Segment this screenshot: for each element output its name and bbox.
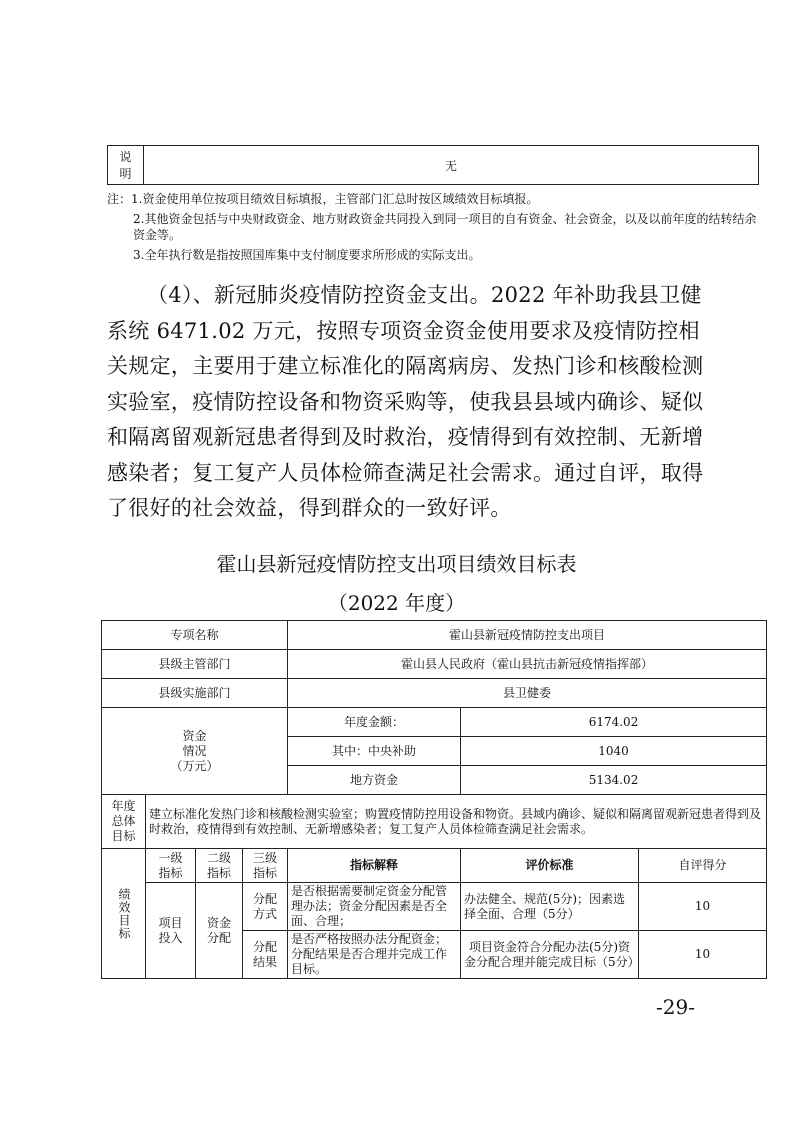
- header-level2-text: 二级 指标: [206, 850, 231, 880]
- funds-label: [102, 708, 288, 795]
- table-row: [102, 650, 767, 679]
- explanation-value: 无: [444, 158, 457, 173]
- table-notes: [107, 191, 767, 267]
- table-row: [102, 708, 767, 737]
- impl-dept-value: 县卫健委: [288, 679, 767, 708]
- note-1: 注：1.资金使用单位按项目绩效目标填报，主管部门汇总时按区域绩效目标填报。: [107, 192, 539, 206]
- level1-value: [146, 883, 196, 979]
- project-name-value: 霍山县新冠疫情防控支出项目: [288, 621, 767, 650]
- header-criteria: 评价标准: [461, 849, 639, 883]
- central-subsidy-value: 1040: [461, 737, 767, 766]
- level1-value-text: 项目 投入: [158, 915, 183, 945]
- indicator-explain: 是否根据需要制定资金分配管理办法；资金分配因素是否全面、合理；: [288, 883, 461, 931]
- header-level3-text: 三级 指标: [253, 850, 278, 880]
- header-level2: [196, 849, 243, 883]
- indicator-explain: 是否严格按照办法分配资金；分配结果是否合理并完成工作目标。: [288, 931, 461, 979]
- level2-value-text: 资金 分配: [206, 915, 231, 945]
- project-name-label: 专项名称: [102, 621, 288, 650]
- table-row: [102, 849, 767, 883]
- indicator-score: 10: [639, 931, 767, 979]
- note-2: 2.其他资金包括与中央财政资金、地方财政资金共同投入到同一项目的自有资金、社会资金，以及以前年度的结转结余资金等。: [133, 212, 757, 242]
- annual-amount-value: 6174.02: [461, 708, 767, 737]
- perf-goal-label-text: 绩效目标: [117, 887, 131, 940]
- central-subsidy-label: 其中：中央补助: [288, 737, 461, 766]
- perf-goal-label: [102, 849, 146, 979]
- indicator-criteria: 项目资金符合分配办法(5分)资金分配合理并能完成目标（5分）: [461, 931, 639, 979]
- note-3: 3.全年执行数是指按照国库集中支付制度要求所形成的实际支出。: [133, 248, 481, 262]
- annual-goal-label-text: 年度 总体 目标: [111, 799, 136, 843]
- performance-table: [101, 620, 767, 979]
- table-row: [102, 795, 767, 849]
- dept-value: 霍山县人民政府（霍山县抗击新冠疫情指挥部）: [288, 650, 767, 679]
- table-row: [102, 621, 767, 650]
- page-number: -29-: [656, 995, 695, 1019]
- impl-dept-label: 县级实施部门: [102, 679, 288, 708]
- paragraph-text: （4）、新冠肺炎疫情防控资金支出。2022 年补助我县卫健系统 6471.02 万元，按照专项资金资金使用要求及疫情防控相关规定，主要用于建立标准化的隔离病房、发热门诊和核酸检测实验室，疫情防控设备和物资采购等，使我县县域内确诊、疑似和隔离留观新冠患者得到及时救治，疫情得到有效控制、无新增感染者；复工复产人员体检筛查满足社会需求。通过自评，取得了很好的社会效益，得到群众的一致好评。: [107, 283, 704, 520]
- explanation-label: 说 明: [108, 146, 144, 184]
- level3-value: [243, 931, 288, 979]
- level3-value: [243, 883, 288, 931]
- annual-goal-text: 建立标准化发热门诊和核酸检测实验室；购置疫情防控用设备和物资。县域内确诊、疑似和隔离留观新冠患者得到及时救治，疫情得到有效控制、无新增感染者；复工复产人员体检筛查满足社会需求。: [146, 795, 767, 849]
- annual-amount-label: 年度金额：: [288, 708, 461, 737]
- local-funds-value: 5134.02: [461, 766, 767, 795]
- header-score: 自评得分: [639, 849, 767, 883]
- body-paragraph: [107, 278, 707, 527]
- header-explain: 指标解释: [288, 849, 461, 883]
- indicator-criteria: 办法健全、规范(5分)；因素选择全面、合理（5分）: [461, 883, 639, 931]
- indicator-score: 10: [639, 883, 767, 931]
- table-row: [102, 679, 767, 708]
- level2-value: [196, 883, 243, 979]
- explanation-row: [107, 145, 759, 185]
- table-title: 霍山县新冠疫情防控支出项目绩效目标表: [216, 552, 577, 576]
- header-level1: [146, 849, 196, 883]
- local-funds-label: 地方资金: [288, 766, 461, 795]
- header-level1-text: 一级 指标: [158, 850, 183, 880]
- table-row: [102, 883, 767, 931]
- table-subtitle: （2022 年度）: [327, 591, 466, 615]
- annual-goal-label: [102, 795, 146, 849]
- funds-label-text: 资金 情况 （万元）: [170, 728, 219, 773]
- level3-value-text: 分配 结果: [253, 939, 278, 969]
- dept-label: 县级主管部门: [102, 650, 288, 679]
- header-level3: [243, 849, 288, 883]
- level3-value-text: 分配 方式: [253, 891, 278, 921]
